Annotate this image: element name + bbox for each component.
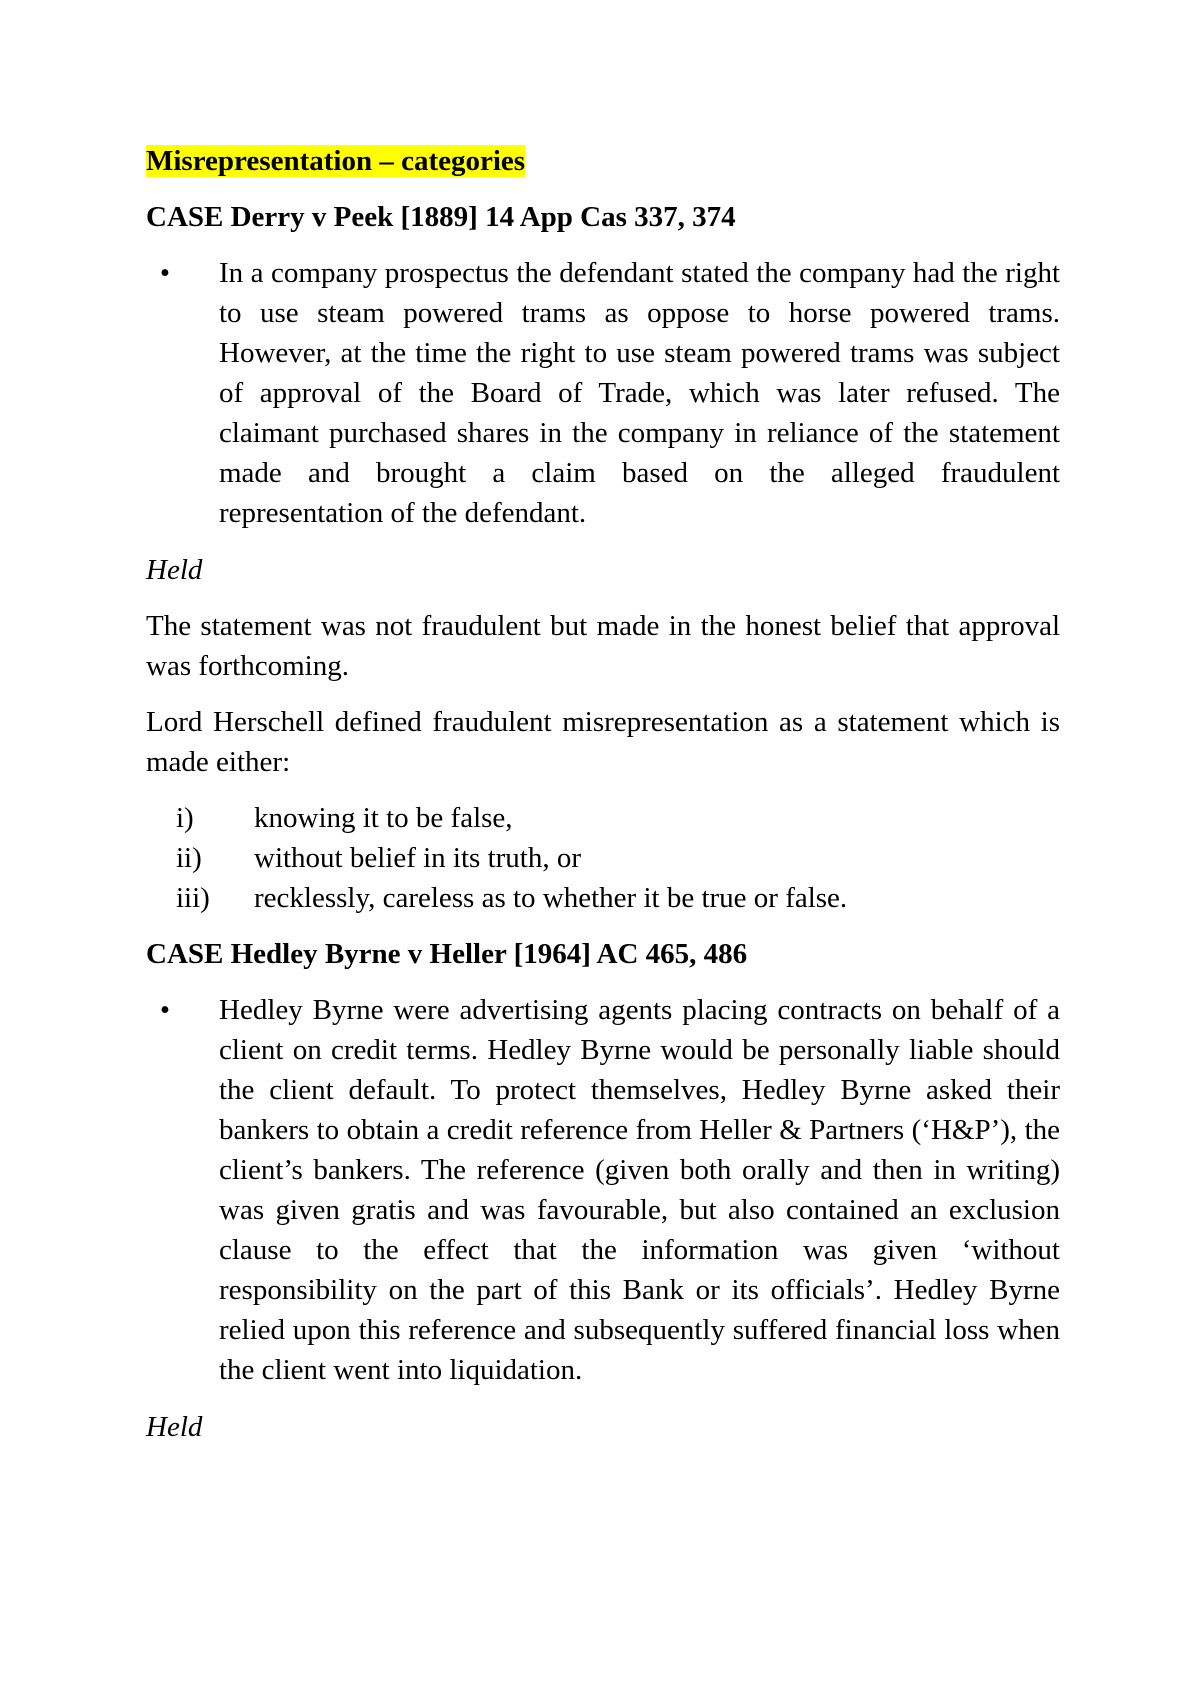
held-label: Held xyxy=(146,554,203,586)
list-item xyxy=(146,798,1060,838)
case-facts-bullet xyxy=(146,253,1060,533)
fraud-criteria-list xyxy=(146,798,1060,918)
bullet-icon: • xyxy=(159,257,171,289)
case-heading-hedley-byrne-v-heller: CASE Hedley Byrne v Heller [1964] AC 465, 486 xyxy=(146,938,748,970)
document-title xyxy=(146,141,1060,181)
case-facts-text: In a company prospectus the defendant stated the company had the right to use steam powered trams as oppose to horse powered trams. However, at the time the right to use steam powered trams was subject of approval of the Board of Trade, which was later refused. The claimant purchased shares in the company in reliance of the statement made and brought a claim based on the alleged fraudulent representation of the defendant. xyxy=(219,257,1060,529)
list-item-text: knowing it to be false, xyxy=(254,802,513,834)
definition-intro: Lord Herschell defined fraudulent misrepresentation as a statement which is made either: xyxy=(146,706,1060,778)
list-item-text: without belief in its truth, or xyxy=(254,842,582,874)
list-item xyxy=(146,838,1060,878)
case-facts-text: Hedley Byrne were advertising agents placing contracts on behalf of a client on credit terms. Hedley Byrne would be personally liable should the client default. To protect themselves, Hedley Byrne asked their bankers to obtain a credit reference from Heller & Partners (‘H&P’), the client’s bankers. The reference (given both orally and then in writing) was given gratis and was favourable, but also contained an exclusion clause to the effect that the information was given ‘without responsibility on the part of this Bank or its officials’. Hedley Byrne relied upon this reference and subsequently suffered financial loss when the client went into liquidation. xyxy=(219,994,1060,1386)
title-highlight: Misrepresentation – categories xyxy=(146,145,526,177)
list-item xyxy=(146,878,1060,918)
bullet-icon: • xyxy=(159,994,171,1026)
document-page xyxy=(146,141,1060,1463)
case-heading-derry-v-peek: CASE Derry v Peek [1889] 14 App Cas 337, 374 xyxy=(146,201,736,233)
list-item-number: i) xyxy=(176,802,194,834)
held-text: The statement was not fraudulent but made in the honest belief that approval was forthcoming. xyxy=(146,610,1060,682)
list-item-number: ii) xyxy=(176,842,202,874)
list-item-text: recklessly, careless as to whether it be true or false. xyxy=(254,882,848,914)
held-label: Held xyxy=(146,1411,203,1443)
list-item-number: iii) xyxy=(176,882,210,914)
case-facts-bullet xyxy=(146,990,1060,1390)
